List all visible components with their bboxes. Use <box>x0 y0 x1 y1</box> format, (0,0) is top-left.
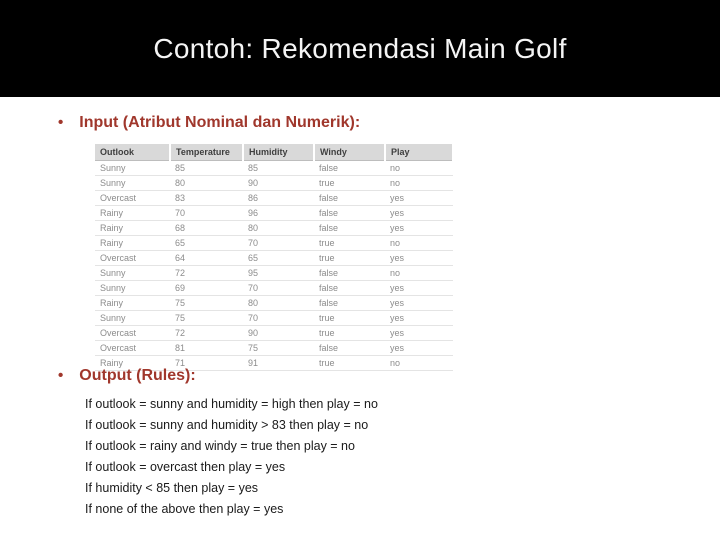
bullet-marker: • <box>58 114 64 131</box>
table-cell: yes <box>385 311 453 326</box>
table-cell: Overcast <box>95 326 170 341</box>
table-cell: 86 <box>243 191 314 206</box>
rule-line: If humidity < 85 then play = yes <box>85 481 259 495</box>
table-cell: Sunny <box>95 176 170 191</box>
table-cell: false <box>314 281 385 296</box>
table-row <box>95 311 453 326</box>
table-cell: Sunny <box>95 311 170 326</box>
table-cell: 90 <box>243 326 314 341</box>
table-cell: yes <box>385 341 453 356</box>
golf-table-head-row <box>95 144 453 161</box>
table-cell: false <box>314 206 385 221</box>
table-cell: 75 <box>243 341 314 356</box>
rule-line: If outlook = sunny and humidity = high then play = no <box>85 397 378 411</box>
rule-line: If outlook = overcast then play = yes <box>85 460 286 474</box>
table-cell: 83 <box>170 191 243 206</box>
table-cell: 65 <box>170 236 243 251</box>
table-cell: yes <box>385 296 453 311</box>
table-cell: 91 <box>243 356 314 371</box>
table-cell: 85 <box>243 161 314 176</box>
table-cell: yes <box>385 221 453 236</box>
table-header-cell: Temperature <box>170 144 243 161</box>
table-cell: Overcast <box>95 341 170 356</box>
output-section-heading-row <box>58 367 196 385</box>
table-row <box>95 176 453 191</box>
golf-data-table <box>95 144 454 371</box>
table-row <box>95 251 453 266</box>
table-cell: 75 <box>170 296 243 311</box>
table-row <box>95 341 453 356</box>
table-row <box>95 281 453 296</box>
table-cell: 80 <box>243 221 314 236</box>
rules-list <box>85 394 378 520</box>
table-cell: Sunny <box>95 161 170 176</box>
table-cell: 70 <box>170 206 243 221</box>
table-cell: yes <box>385 191 453 206</box>
table-row <box>95 161 453 176</box>
table-cell: yes <box>385 326 453 341</box>
table-cell: 69 <box>170 281 243 296</box>
table-cell: no <box>385 161 453 176</box>
table-cell: true <box>314 236 385 251</box>
golf-table-body <box>95 161 453 371</box>
slide-title: Contoh: Rekomendasi Main Golf <box>153 32 567 64</box>
table-cell: 71 <box>170 356 243 371</box>
table-cell: Rainy <box>95 356 170 371</box>
table-cell: 70 <box>243 236 314 251</box>
table-row <box>95 191 453 206</box>
table-cell: Rainy <box>95 221 170 236</box>
table-cell: 72 <box>170 266 243 281</box>
table-cell: false <box>314 191 385 206</box>
table-header-cell: Windy <box>314 144 385 161</box>
title-band <box>0 0 720 97</box>
table-cell: 68 <box>170 221 243 236</box>
table-cell: Sunny <box>95 266 170 281</box>
table-row <box>95 326 453 341</box>
rule-line: If none of the above then play = yes <box>85 502 284 516</box>
table-row <box>95 236 453 251</box>
table-cell: false <box>314 341 385 356</box>
table-cell: 90 <box>243 176 314 191</box>
table-cell: no <box>385 176 453 191</box>
table-cell: 65 <box>243 251 314 266</box>
table-cell: 80 <box>243 296 314 311</box>
table-cell: 75 <box>170 311 243 326</box>
table-cell: 70 <box>243 311 314 326</box>
input-section-heading-row <box>58 114 360 132</box>
table-cell: true <box>314 251 385 266</box>
table-cell: yes <box>385 251 453 266</box>
table-cell: yes <box>385 206 453 221</box>
table-cell: no <box>385 356 453 371</box>
table-cell: Overcast <box>95 191 170 206</box>
table-cell: 72 <box>170 326 243 341</box>
rule-line: If outlook = rainy and windy = true then play = no <box>85 439 355 453</box>
table-row <box>95 206 453 221</box>
table-header-cell: Outlook <box>95 144 170 161</box>
table-cell: false <box>314 266 385 281</box>
table-cell: Rainy <box>95 296 170 311</box>
table-cell: no <box>385 266 453 281</box>
bullet-marker: • <box>58 367 64 384</box>
output-heading: Output (Rules): <box>79 367 196 384</box>
table-cell: 80 <box>170 176 243 191</box>
table-header-cell: Play <box>385 144 453 161</box>
table-cell: true <box>314 356 385 371</box>
table-cell: Rainy <box>95 206 170 221</box>
rule-line: If outlook = sunny and humidity > 83 then play = no <box>85 418 369 432</box>
table-cell: Sunny <box>95 281 170 296</box>
table-cell: 70 <box>243 281 314 296</box>
table-cell: Overcast <box>95 251 170 266</box>
table-cell: true <box>314 326 385 341</box>
table-cell: no <box>385 236 453 251</box>
table-cell: true <box>314 176 385 191</box>
table-cell: 96 <box>243 206 314 221</box>
golf-data-table-container <box>95 144 454 371</box>
table-cell: true <box>314 311 385 326</box>
table-cell: 64 <box>170 251 243 266</box>
table-cell: 85 <box>170 161 243 176</box>
table-cell: 95 <box>243 266 314 281</box>
table-cell: yes <box>385 281 453 296</box>
table-cell: false <box>314 161 385 176</box>
input-heading: Input (Atribut Nominal dan Numerik): <box>79 114 361 131</box>
table-cell: false <box>314 296 385 311</box>
table-row <box>95 266 453 281</box>
table-row <box>95 221 453 236</box>
table-cell: 81 <box>170 341 243 356</box>
table-cell: Rainy <box>95 236 170 251</box>
table-header-cell: Humidity <box>243 144 314 161</box>
table-row <box>95 296 453 311</box>
table-cell: false <box>314 221 385 236</box>
